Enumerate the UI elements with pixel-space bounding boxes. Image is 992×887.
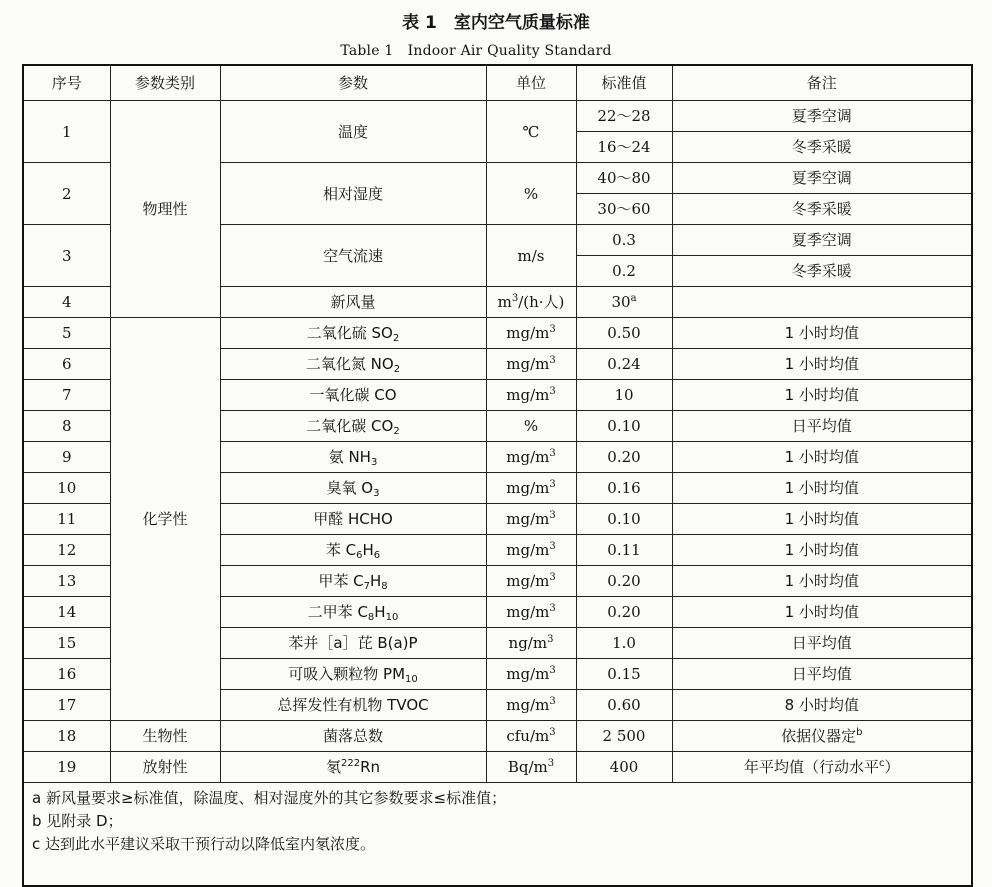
row-number: 10	[23, 473, 110, 504]
parameter-subscript: 7	[363, 581, 370, 592]
standard-cell: 40～80	[576, 163, 672, 194]
remark-cell: 1 小时均值	[672, 442, 972, 473]
standard-cell: 10	[576, 380, 672, 411]
unit-cell	[486, 628, 576, 659]
row-number: 13	[23, 566, 110, 597]
remark-cell: 1 小时均值	[672, 566, 972, 597]
row-number: 9	[23, 442, 110, 473]
category-biological: 生物性	[110, 721, 220, 752]
remark-cell: 日平均值	[672, 659, 972, 690]
unit-superscript: 3	[549, 479, 556, 490]
unit-superscript: 3	[549, 510, 556, 521]
parameter-subscript: 8	[367, 612, 375, 623]
parameter-text-part: H	[374, 603, 386, 621]
parameter-cell: 苯并［a］芘 B(a)P	[220, 628, 486, 659]
table-header-row	[23, 65, 972, 101]
standard-cell: 30～60	[576, 194, 672, 225]
table-row	[23, 101, 972, 132]
standard-cell: 0.50	[576, 318, 672, 349]
parameter-cell	[220, 442, 486, 473]
remark-cell: 夏季空调	[672, 225, 972, 256]
unit-cell	[486, 349, 576, 380]
row-number: 19	[23, 752, 110, 783]
remark-text-end: ）	[884, 758, 900, 776]
standard-cell: 0.20	[576, 442, 672, 473]
header-unit: 单位	[486, 65, 576, 101]
footnote-a: a 新风量要求≥标准值，除温度、相对湿度外的其它参数要求≤标准值；	[32, 789, 507, 807]
remark-cell: 日平均值	[672, 628, 972, 659]
row-number: 3	[23, 225, 110, 287]
row-number: 4	[23, 287, 110, 318]
remark-cell: 1 小时均值	[672, 535, 972, 566]
unit-cell	[486, 566, 576, 597]
remark-cell: 1 小时均值	[672, 504, 972, 535]
parameter-cell	[220, 566, 486, 597]
remark-cell	[672, 752, 972, 783]
unit-cell: m/s	[486, 225, 576, 287]
table-row	[23, 721, 972, 752]
parameter-text: 苯 C	[325, 541, 357, 559]
parameter-cell: 一氧化碳 CO	[220, 380, 486, 411]
remark-cell: 1 小时均值	[672, 380, 972, 411]
unit-superscript: 3	[549, 572, 556, 583]
unit-cell	[486, 752, 576, 783]
remark-cell: 夏季空调	[672, 163, 972, 194]
row-number: 2	[23, 163, 110, 225]
remark-cell	[672, 287, 972, 318]
parameter-cell: 相对湿度	[220, 163, 486, 225]
parameter-subscript: 2	[393, 426, 400, 437]
unit-cell	[486, 380, 576, 411]
unit-text: mg/m	[506, 479, 550, 497]
unit-text: Bq/m	[507, 758, 548, 776]
unit-cell	[486, 442, 576, 473]
row-number: 16	[23, 659, 110, 690]
footnote-marker: b	[856, 727, 863, 738]
unit-cell: %	[486, 411, 576, 442]
standard-cell: 0.20	[576, 597, 672, 628]
isotope-superscript: 222	[340, 758, 361, 769]
row-number: 15	[23, 628, 110, 659]
row-number: 7	[23, 380, 110, 411]
parameter-text: 二氧化硫 SO	[306, 324, 393, 342]
category-physical: 物理性	[110, 101, 220, 318]
row-number: 14	[23, 597, 110, 628]
unit-text: mg/m	[506, 572, 550, 590]
row-number: 1	[23, 101, 110, 163]
footnote-marker: a	[630, 293, 637, 304]
footnote-c: c 达到此水平建议采取干预行动以降低室内氡浓度。	[32, 835, 376, 853]
header-category: 参数类别	[110, 65, 220, 101]
unit-superscript: 3	[547, 758, 555, 769]
unit-text: mg/m	[506, 324, 550, 342]
parameter-cell	[220, 411, 486, 442]
unit-superscript: 3	[549, 355, 556, 366]
unit-cell	[486, 504, 576, 535]
parameter-text: 氡	[325, 758, 341, 776]
standard-cell: 0.10	[576, 504, 672, 535]
unit-text: mg/m	[506, 355, 550, 373]
parameter-text: 臭氧 O	[326, 479, 374, 497]
parameter-text-part: Rn	[360, 758, 381, 776]
unit-cell	[486, 721, 576, 752]
unit-text: mg/m	[506, 510, 550, 528]
parameter-text: 二氧化氮 NO	[305, 355, 394, 373]
row-number: 17	[23, 690, 110, 721]
row-number: 5	[23, 318, 110, 349]
unit-superscript: 3	[511, 293, 519, 304]
remark-cell: 1 小时均值	[672, 318, 972, 349]
parameter-cell	[220, 349, 486, 380]
parameter-subscript: 6	[356, 550, 363, 561]
parameter-cell	[220, 659, 486, 690]
standard-cell	[576, 287, 672, 318]
footnotes-cell	[23, 783, 972, 887]
unit-cell	[486, 535, 576, 566]
remark-cell: 1 小时均值	[672, 597, 972, 628]
remark-cell	[672, 721, 972, 752]
row-number: 8	[23, 411, 110, 442]
unit-text: mg/m	[506, 603, 550, 621]
remark-text: 依据仪器定	[781, 727, 857, 745]
remark-cell: 1 小时均值	[672, 473, 972, 504]
unit-text-rest: /(h·人)	[518, 293, 565, 311]
parameter-subscript: 2	[392, 333, 400, 344]
unit-cell	[486, 690, 576, 721]
unit-cell	[486, 597, 576, 628]
table-title-cn: 表 1 室内空气质量标准	[402, 13, 590, 33]
parameter-text-part: H	[369, 572, 382, 590]
unit-text: cfu/m	[506, 727, 550, 745]
parameter-subscript: 8	[381, 581, 388, 592]
unit-cell: ℃	[486, 101, 576, 163]
unit-superscript: 3	[549, 541, 556, 552]
row-number: 6	[23, 349, 110, 380]
parameter-subscript: 10	[385, 612, 399, 623]
unit-superscript: 3	[549, 603, 556, 614]
unit-text: mg/m	[506, 696, 550, 714]
unit-cell	[486, 287, 576, 318]
air-quality-table	[22, 64, 973, 887]
parameter-subscript: 6	[373, 550, 381, 561]
standard-cell: 400	[576, 752, 672, 783]
parameter-cell	[220, 473, 486, 504]
standard-cell: 16～24	[576, 132, 672, 163]
remark-cell: 1 小时均值	[672, 349, 972, 380]
remark-text: 年平均值（行动水平	[743, 758, 879, 776]
parameter-cell: 甲醛 HCHO	[220, 504, 486, 535]
unit-cell	[486, 318, 576, 349]
standard-cell: 0.24	[576, 349, 672, 380]
parameter-cell: 总挥发性有机物 TVOC	[220, 690, 486, 721]
remark-cell: 冬季采暖	[672, 132, 972, 163]
parameter-text: 甲苯 C	[318, 572, 364, 590]
unit-cell	[486, 473, 576, 504]
parameter-cell: 新风量	[220, 287, 486, 318]
table-title-en: Table 1 Indoor Air Quality Standard	[340, 43, 612, 59]
parameter-subscript: 2	[393, 364, 401, 375]
header-standard: 标准值	[576, 65, 672, 101]
parameter-cell: 菌落总数	[220, 721, 486, 752]
unit-text: mg/m	[506, 386, 550, 404]
parameter-text: 二氧化碳 CO	[306, 417, 394, 435]
table-row	[23, 752, 972, 783]
unit-text: mg/m	[506, 448, 550, 466]
row-number: 12	[23, 535, 110, 566]
standard-cell: 0.11	[576, 535, 672, 566]
standard-cell: 0.10	[576, 411, 672, 442]
footnote-b: b 见附录 D；	[32, 812, 123, 830]
unit-text: ng/m	[508, 634, 548, 652]
standard-cell: 0.20	[576, 566, 672, 597]
parameter-cell: 温度	[220, 101, 486, 163]
parameter-cell	[220, 318, 486, 349]
unit-text: mg/m	[506, 541, 550, 559]
header-no: 序号	[23, 65, 110, 101]
header-parameter: 参数	[220, 65, 486, 101]
remark-cell: 日平均值	[672, 411, 972, 442]
unit-text: mg/m	[506, 665, 550, 683]
standard-cell: 0.15	[576, 659, 672, 690]
unit-superscript: 3	[549, 324, 556, 335]
category-radioactive: 放射性	[110, 752, 220, 783]
unit-cell	[486, 659, 576, 690]
remark-cell: 8 小时均值	[672, 690, 972, 721]
unit-superscript: 3	[549, 448, 556, 459]
standard-cell: 22～28	[576, 101, 672, 132]
remark-cell: 冬季采暖	[672, 256, 972, 287]
footnote-marker: c	[879, 758, 885, 769]
header-remark: 备注	[672, 65, 972, 101]
remark-cell: 夏季空调	[672, 101, 972, 132]
standard-text: 30	[611, 293, 631, 311]
parameter-subscript: 10	[405, 674, 418, 685]
unit-superscript: 3	[549, 665, 556, 676]
standard-cell: 0.60	[576, 690, 672, 721]
table-row	[23, 318, 972, 349]
standard-cell: 0.3	[576, 225, 672, 256]
unit-superscript: 3	[549, 696, 556, 707]
parameter-cell	[220, 752, 486, 783]
parameter-subscript: 3	[373, 488, 380, 499]
parameter-cell: 空气流速	[220, 225, 486, 287]
parameter-text-part: H	[362, 541, 374, 559]
parameter-text: 可吸入颗粒物 PM	[288, 665, 406, 683]
row-number: 11	[23, 504, 110, 535]
unit-superscript: 3	[549, 727, 556, 738]
unit-cell: %	[486, 163, 576, 225]
unit-superscript: 3	[549, 386, 556, 397]
standard-cell: 2 500	[576, 721, 672, 752]
unit-text: m	[497, 293, 512, 311]
footnotes-row	[23, 783, 972, 887]
parameter-subscript: 3	[370, 457, 378, 468]
parameter-cell	[220, 535, 486, 566]
unit-superscript: 3	[547, 634, 554, 645]
standard-cell: 0.2	[576, 256, 672, 287]
remark-cell: 冬季采暖	[672, 194, 972, 225]
parameter-text: 氨 NH	[328, 448, 371, 466]
category-chemical: 化学性	[110, 318, 220, 721]
parameter-text: 二甲苯 C	[307, 603, 368, 621]
standard-cell: 0.16	[576, 473, 672, 504]
standard-cell: 1.0	[576, 628, 672, 659]
row-number: 18	[23, 721, 110, 752]
parameter-cell	[220, 597, 486, 628]
